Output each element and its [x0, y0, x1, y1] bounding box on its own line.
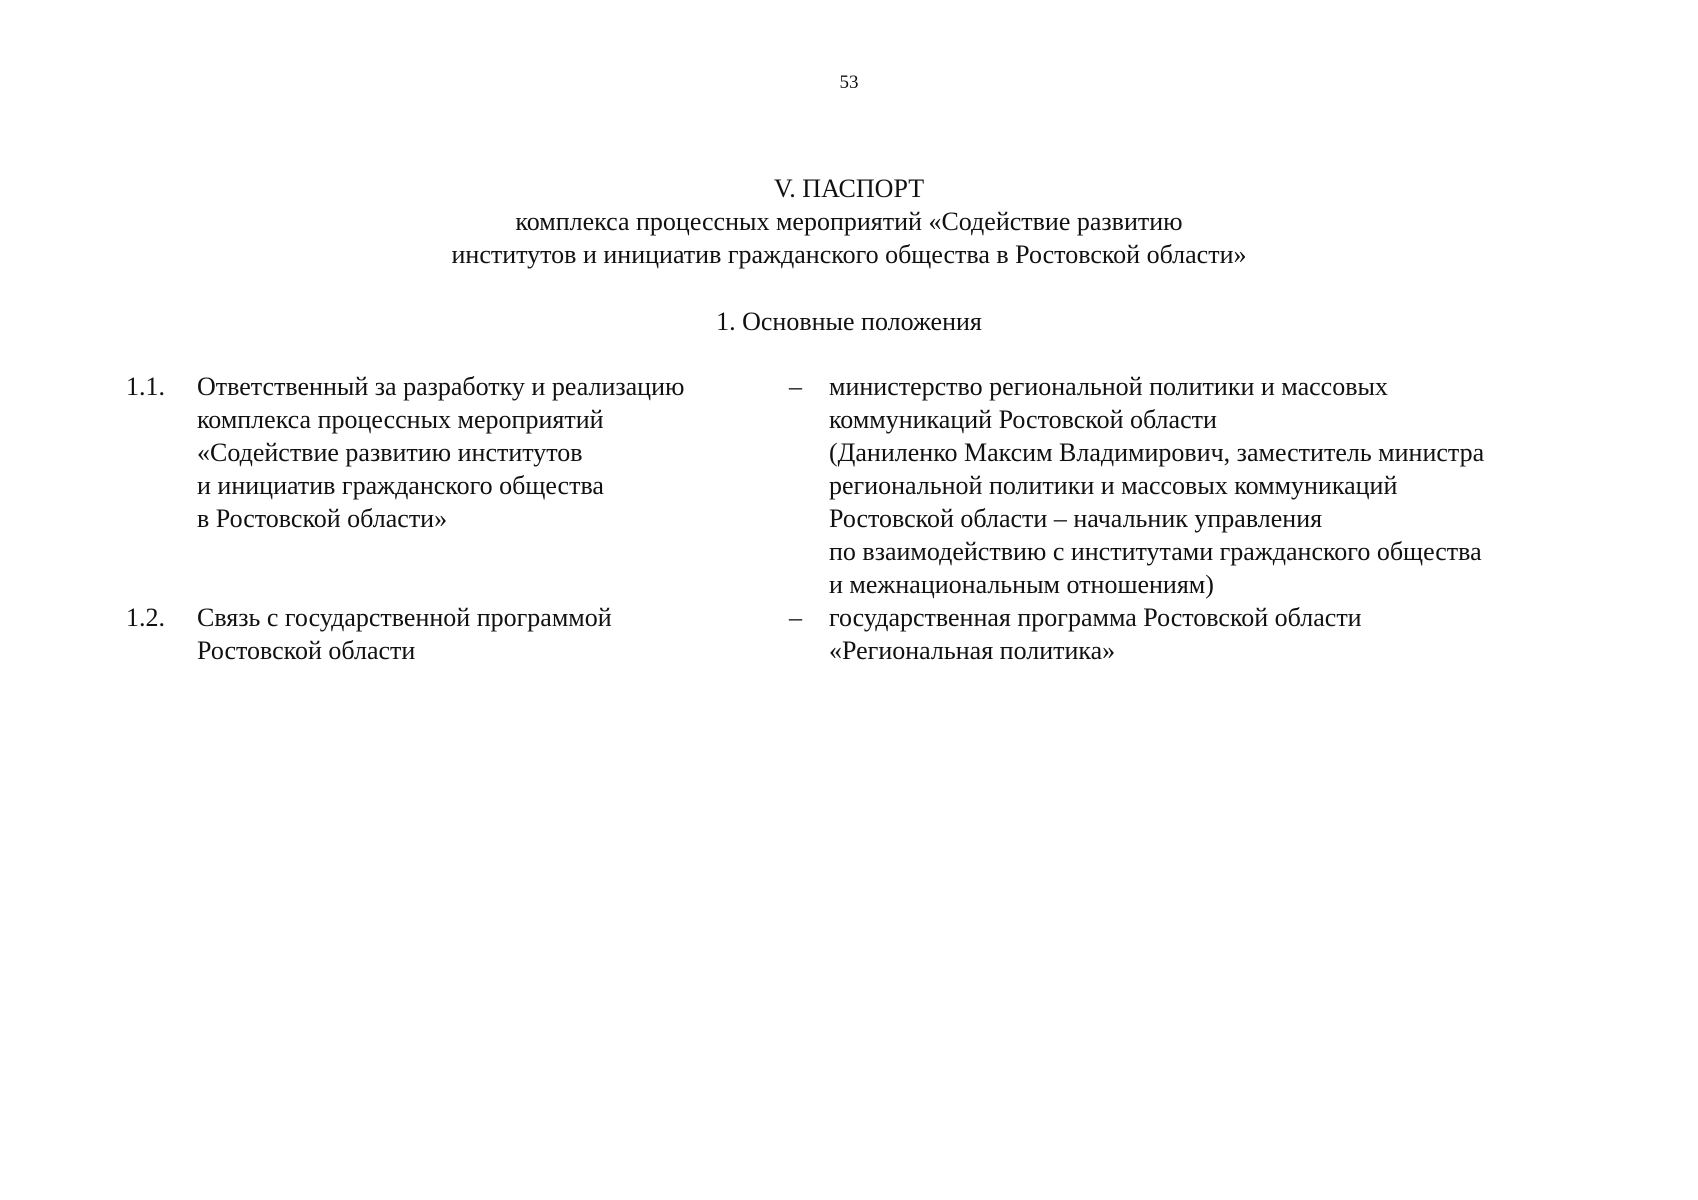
label-line: комплекса процессных мероприятий — [197, 405, 604, 434]
label-line: Ответственный за разработку и реализацию — [197, 372, 685, 401]
label-line: «Содействие развитию институтов — [197, 438, 583, 467]
label-line: Связь с государственной программой — [197, 603, 612, 632]
value-line: Ростовской области – начальник управления — [829, 504, 1323, 533]
value-line: по взаимодействию с институтами гражданского общества — [829, 537, 1482, 566]
item-dash: – — [789, 603, 802, 632]
label-line: в Ростовской области» — [197, 504, 448, 533]
value-line: (Даниленко Максим Владимирович, заместитель министра — [829, 438, 1485, 467]
label-line: Ростовской области — [197, 636, 416, 665]
section-heading: 1. Основные положения — [716, 307, 982, 336]
label-line: и инициатив гражданского общества — [197, 471, 604, 500]
item-number: 1.2. — [126, 603, 165, 632]
value-line: региональной политики и массовых коммуникаций — [829, 471, 1398, 500]
value-line: коммуникаций Ростовской области — [829, 405, 1217, 434]
provision-item — [0, 601, 1698, 667]
item-dash: – — [789, 372, 802, 401]
value-line: государственная программа Ростовской области — [829, 603, 1362, 632]
provisions-list — [0, 370, 1698, 667]
value-line: «Региональная политика» — [829, 636, 1116, 665]
title-line-2: комплекса процессных мероприятий «Содействие развитию — [515, 207, 1183, 236]
provision-item — [0, 370, 1698, 601]
value-line: министерство региональной политики и массовых — [829, 372, 1388, 401]
value-line: и межнациональным отношениям) — [829, 570, 1214, 599]
item-label — [197, 370, 777, 535]
title-line-3: институтов и инициатив гражданского общества в Ростовской области» — [451, 240, 1247, 269]
passport-title — [0, 172, 1698, 271]
item-label — [197, 601, 777, 667]
page-number: 53 — [839, 72, 859, 93]
item-value — [829, 370, 1569, 601]
title-line-1: V. ПАСПОРТ — [773, 174, 925, 203]
item-value — [829, 601, 1569, 667]
item-number: 1.1. — [126, 372, 165, 401]
